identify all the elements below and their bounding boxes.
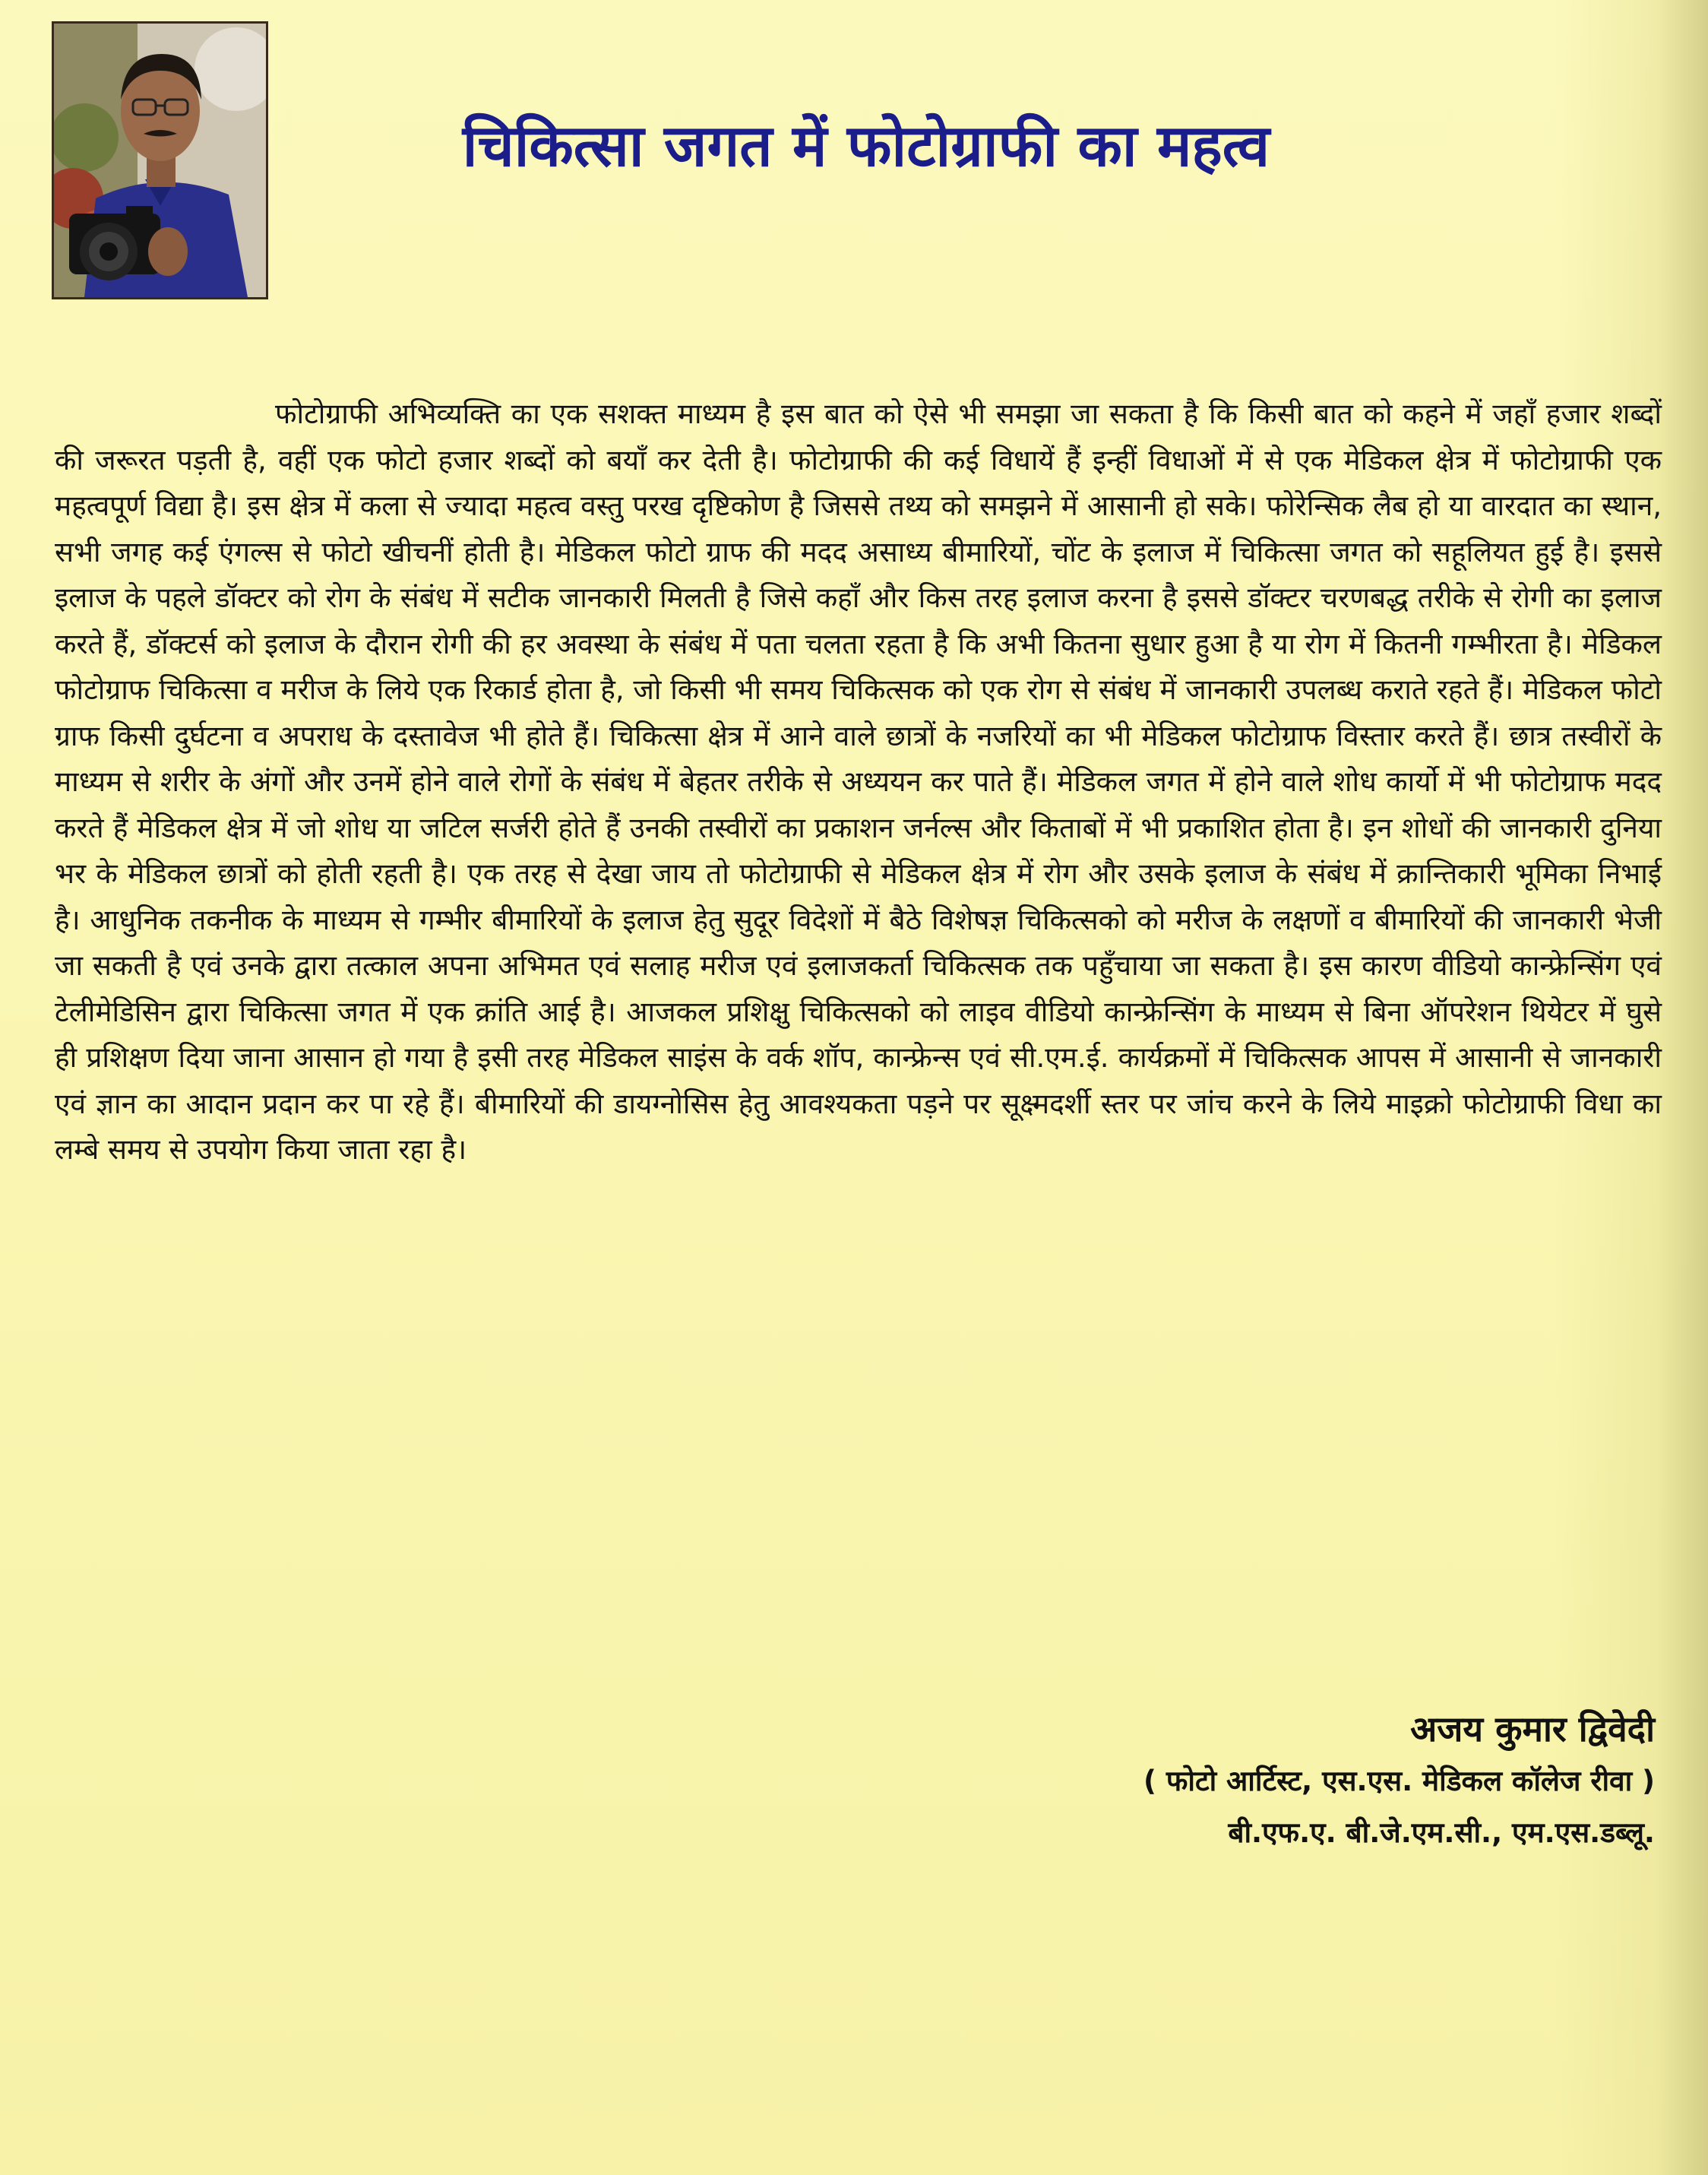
author-name: अजय कुमार द्विवेदी (1410, 1708, 1655, 1749)
author-qualification: बी.एफ.ए. बी.जे.एम.सी., एम.एस.डब्लू. (1228, 1816, 1655, 1849)
author-photo (52, 21, 268, 299)
author-designation: ( फोटो आर्टिस्ट, एस.एस. मेडिकल कॉलेज रीवा ) (1143, 1765, 1655, 1797)
article-title: चिकित्सा जगत में फोटोग्राफी का महत्व (462, 112, 1270, 179)
article-body: फोटोग्राफी अभिव्यक्ति का एक सशक्त माध्यम है इस बात को ऐसे भी समझा जा सकता है कि किसी बात को कहने में जहाँ हजार शब्दों की जरूरत पड़ती है, वहीं एक फोटो हजार शब्दों को बयाँ कर देती है। फोटोग्राफी की कई विधायें हैं इन्हीं विधाओं में से एक मेडिकल क्षेत्र में फोटोग्राफी एक महत्वपूर्ण विद्या है। इस क्षेत्र में कला से ज्यादा महत्व वस्तु परख दृष्टिकोण है जिससे तथ्य को समझने में आसानी हो सके। फोरेन्सिक लैब हो या वारदात का स्थान, सभी जगह कई एंगल्स से फोटो खीचनीं होती है। मेडिकल फोटो ग्राफ की मदद असाध्य बीमारियों, चोंट के इलाज में चिकित्सा जगत को सहूलियत हुई है। इससे इलाज के पहले डॉक्टर को रोग के संबंध में सटीक जानकारी मिलती है जिसे कहाँ और किस तरह इलाज करना है इससे डॉक्टर चरणबद्ध तरीके से रोगी का इलाज करते हैं, डॉक्टर्स को इलाज के दौरान रोगी की हर अवस्था के संबंध में पता चलता रहता है कि अभी कितना सुधार हुआ है या रोग में कितनी गम्भीरता है। मेडिकल फोटोग्राफ चिकित्सा व मरीज के लिये एक रिकार्ड होता है, जो किसी भी समय चिकित्सक को एक रोग से संबंध में जानकारी उपलब्ध कराते रहते हैं। मेडिकल फोटो ग्राफ किसी दुर्घटना व अपराध के दस्तावेज भी होते हैं। चिकित्सा क्षेत्र में आने वाले छात्रों के नजरियों का भी मेडिकल फोटोग्राफ विस्तार करते हैं। छात्र तस्वीरों के माध्यम से शरीर के अंगों और उनमें होने वाले रोगों के संबंध में बेहतर तरीके से अध्ययन कर पाते हैं। मेडिकल जगत में होने वाले शोध कार्यो में भी फोटोग्राफ मदद करते हैं मेडिकल क्षेत्र में जो शोध या जटिल सर्जरी होते हैं उनकी तस्वीरों का प्रकाशन जर्नल्स और किताबों में भी प्रकाशित होता है। इन शोधों की जानकारी दुनिया भर के मेडिकल छात्रों को होती रहती है। एक तरह से देखा जाय तो फोटोग्राफी से मेडिकल क्षेत्र में रोग और उसके इलाज के संबंध में क्रान्तिकारी भूमिका निभाई है। आधुनिक तकनीक के माध्यम से गम्भीर बीमारियों के इलाज हेतु सुदूर विदेशों में बैठे विशेषज्ञ चिकित्सको को मरीज के लक्षणों व बीमारियों की जानकारी भेजी जा सकती है एवं उनके द्वारा तत्काल अपना अभिमत एवं सलाह मरीज एवं इलाजकर्ता चिकित्सक तक पहुँचाया जा सकता है। इस कारण वीडियो कान्फ्रेन्सिंग एवं टेलीमेडिसिन द्वारा चिकित्सा जगत में एक क्रांति आई है। आजकल प्रशिक्षु चिकित्सको को लाइव वीडियो कान्फ्रेन्सिंग के माध्यम से बिना ऑपरेशन थियेटर में घुसे ही प्रशिक्षण दिया जाना आसान हो गया है इसी तरह मेडिकल साइंस के वर्क शॉप, कान्फ्रेन्स एवं सी.एम.ई. कार्यक्रमों में चिकित्सक आपस में आसानी से जानकारी एवं ज्ञान का आदान प्रदान कर पा रहे हैं। बीमारियों की डायग्नोसिस हेतु आवश्यकता पड़ने पर सूक्ष्मदर्शी स्तर पर जांच करने के लिये माइक्रो फोटोग्राफी विधा का लम्बे समय से उपयोग किया जाता रहा है। (55, 397, 1662, 1166)
author-signature (743, 1702, 1655, 1859)
author-portrait-icon (54, 24, 266, 297)
